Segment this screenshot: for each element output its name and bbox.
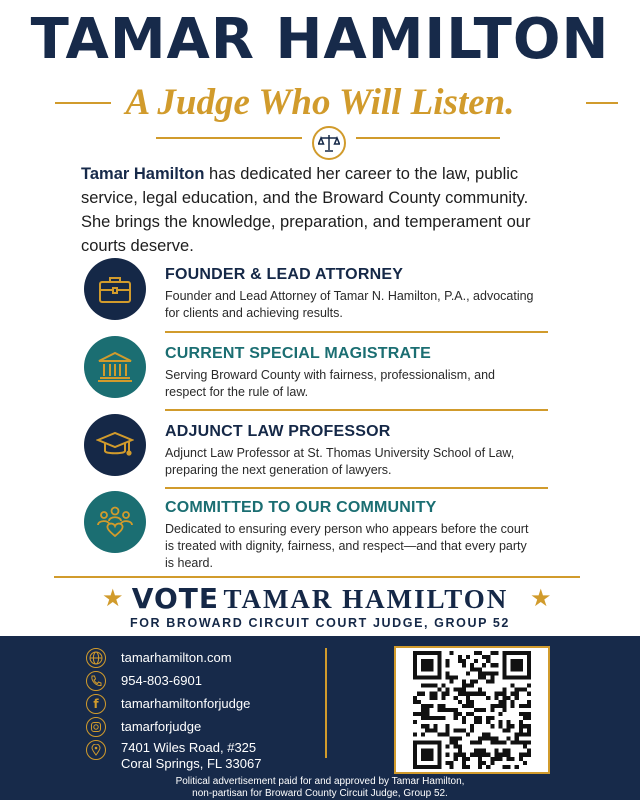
phone-icon bbox=[86, 671, 106, 691]
emblem-rule-right bbox=[356, 137, 500, 139]
disclaimer-line1: Political advertisement paid for and approved by Tamar Hamilton, bbox=[175, 776, 465, 787]
facebook-icon: f bbox=[86, 694, 106, 714]
item-desc-founder: Founder and Lead Attorney of Tamar N. Hamilton, P.A., advocating for clients and achieving results. bbox=[165, 289, 534, 320]
item-divider bbox=[165, 409, 548, 411]
globe-icon bbox=[86, 648, 106, 668]
instagram-link[interactable]: tamarforjudge bbox=[121, 719, 202, 734]
graduation-cap-icon bbox=[84, 414, 146, 476]
address-line2: Coral Springs, FL 33067 bbox=[121, 756, 262, 771]
community-heart-icon bbox=[84, 491, 146, 553]
facebook-link[interactable]: tamarhamiltonforjudge bbox=[121, 696, 251, 711]
disclaimer bbox=[0, 776, 640, 800]
vote-word: VOTE bbox=[131, 582, 219, 615]
qr-code[interactable] bbox=[394, 646, 550, 774]
item-desc-community: Dedicated to ensuring every person who appears before the court is treated with dignity, fairness, and respect—and that every party is heard. bbox=[165, 522, 529, 570]
instagram-icon bbox=[86, 717, 106, 737]
item-title-professor: ADJUNCT LAW PROFESSOR bbox=[165, 423, 391, 440]
qr-code-pattern bbox=[412, 651, 532, 769]
intro-name: Tamar Hamilton bbox=[81, 165, 205, 183]
contact-footer bbox=[0, 636, 640, 800]
website-link[interactable]: tamarhamilton.com bbox=[121, 650, 232, 665]
candidate-name-title: TAMAR HAMILTON bbox=[30, 7, 610, 72]
item-divider bbox=[165, 331, 548, 333]
item-title-magistrate: CURRENT SPECIAL MAGISTRATE bbox=[165, 345, 431, 362]
star-icon: ★ bbox=[102, 585, 124, 612]
section-divider bbox=[54, 576, 580, 578]
vote-banner bbox=[0, 582, 640, 618]
intro-paragraph bbox=[81, 162, 561, 258]
phone-link[interactable]: 954-803-6901 bbox=[121, 673, 202, 688]
intro-text: has dedicated her career to the law, public service, legal education, and the Broward County community. She brings the knowledge, preparation, and temperament our courts deserve. bbox=[81, 165, 531, 255]
courthouse-icon bbox=[84, 336, 146, 398]
disclaimer-line2: non-partisan for Broward County Circuit Judge, Group 52. bbox=[192, 788, 448, 799]
scales-of-justice-icon bbox=[312, 126, 346, 160]
item-title-founder: FOUNDER & LEAD ATTORNEY bbox=[165, 266, 404, 283]
briefcase-icon bbox=[84, 258, 146, 320]
footer-divider bbox=[325, 648, 327, 758]
vote-candidate-name: TAMAR HAMILTON bbox=[223, 584, 509, 614]
item-divider bbox=[165, 487, 548, 489]
office-subtitle: FOR BROWARD CIRCUIT COURT JUDGE, GROUP 52 bbox=[130, 616, 510, 630]
item-desc-professor: Adjunct Law Professor at St. Thomas University School of Law, preparing the next generation of lawyers. bbox=[165, 446, 515, 477]
address-line1: 7401 Wiles Road, #325 bbox=[121, 740, 257, 755]
item-desc-magistrate: Serving Broward County with fairness, professionalism, and respect for the rule of law. bbox=[165, 368, 496, 399]
tagline-row bbox=[0, 80, 640, 128]
item-title-community: COMMITTED TO OUR COMMUNITY bbox=[165, 499, 437, 516]
location-pin-icon bbox=[86, 740, 106, 760]
star-icon: ★ bbox=[530, 585, 552, 612]
emblem-rule-left bbox=[156, 137, 302, 139]
tagline: A Judge Who Will Listen. bbox=[125, 82, 515, 123]
